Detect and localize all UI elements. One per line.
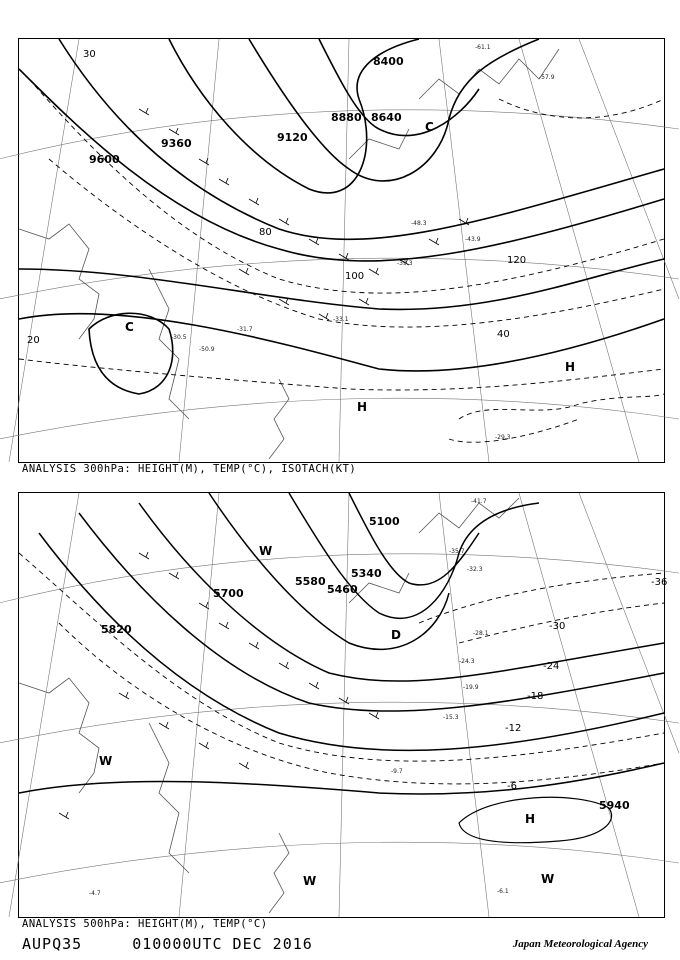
closed-high-contour <box>459 797 612 842</box>
warm-symbol: W <box>541 872 555 886</box>
temperature-value: -15.3 <box>443 714 459 721</box>
temperature-value: -30.5 <box>171 334 187 341</box>
high-pressure-symbol: H <box>565 360 576 374</box>
isotach-label: 20 <box>27 335 40 346</box>
temperature-value: -50.9 <box>199 346 215 353</box>
temperature-value: -41.7 <box>471 498 487 505</box>
isotach-label: 120 <box>507 255 527 266</box>
height-label: 8640 <box>371 111 402 124</box>
graticule <box>0 493 679 917</box>
isotach-label: 100 <box>345 271 365 282</box>
temperature-value: -19.9 <box>463 684 479 691</box>
coastline <box>19 498 522 913</box>
height-label: 9600 <box>89 153 120 166</box>
isotherm-label: -24 <box>543 661 560 672</box>
caption-300hpa: ANALYSIS 300hPa: HEIGHT(M), TEMP(°C), ISOTACH(KT) <box>22 463 357 475</box>
low-pressure-symbol: D <box>391 628 401 642</box>
temperature-value: -39.3 <box>397 260 413 267</box>
temperature-value: -32.3 <box>467 566 483 573</box>
chart-code: AUPQ35 <box>22 935 83 953</box>
temperature-value: -48.3 <box>411 220 427 227</box>
warm-symbol: W <box>259 544 273 558</box>
height-label: 8400 <box>373 55 404 68</box>
temperature-value: -4.7 <box>89 890 101 897</box>
graticule <box>0 39 679 462</box>
temperature-value: -43.9 <box>465 236 481 243</box>
temperature-value: -33.1 <box>333 316 349 323</box>
temperature-value: -35.7 <box>449 548 465 555</box>
isotherm-label: -6 <box>507 781 517 792</box>
caption-500hpa: ANALYSIS 500hPa: HEIGHT(M), TEMP(°C) <box>22 918 268 930</box>
agency-name: Japan Meteorological Agency <box>512 938 648 950</box>
chart-500hpa-panel <box>18 492 668 918</box>
high-pressure-symbol: H <box>357 400 368 414</box>
isotherm-label: -36 <box>651 577 668 588</box>
height-label: 5100 <box>369 515 400 528</box>
chart-300hpa-panel <box>18 38 665 463</box>
height-label: 5460 <box>327 583 358 596</box>
height-label: 5580 <box>295 575 326 588</box>
warm-symbol: W <box>303 874 317 888</box>
isotach-label: 80 <box>259 227 272 238</box>
isotach-label: 40 <box>497 329 510 340</box>
height-label: 5820 <box>101 623 132 636</box>
isotherm-label: -12 <box>505 723 522 734</box>
height-label: 9360 <box>161 137 192 150</box>
temperature-value: -61.1 <box>475 44 491 51</box>
height-label: 5340 <box>351 567 382 580</box>
valid-time: 010000UTC DEC 2016 <box>132 935 313 953</box>
isotherm-label: -18 <box>527 691 544 702</box>
warm-symbol: W <box>99 754 113 768</box>
low-pressure-symbol: C <box>425 120 434 134</box>
height-label: 5940 <box>599 799 630 812</box>
chart-footer-code <box>22 935 313 953</box>
temperature-value: -6.1 <box>497 888 509 895</box>
temperature-value: -24.3 <box>459 658 475 665</box>
height-label: 8880 <box>331 111 362 124</box>
height-label: 5700 <box>213 587 244 600</box>
temperature-value: -57.9 <box>539 74 555 81</box>
temperature-value: -31.7 <box>237 326 253 333</box>
high-pressure-symbol: H <box>525 812 536 826</box>
low-pressure-symbol: C <box>125 320 134 334</box>
isotherm-label: -30 <box>549 621 566 632</box>
height-label: 9120 <box>277 131 308 144</box>
isotach-label: 30 <box>83 49 96 60</box>
map-500hpa <box>19 493 668 917</box>
temperature-value: -9.7 <box>391 768 403 775</box>
coastline <box>19 49 559 459</box>
temperature-value: -29.3 <box>495 434 511 441</box>
temperature-value: -28.1 <box>473 630 489 637</box>
map-300hpa <box>19 39 664 462</box>
